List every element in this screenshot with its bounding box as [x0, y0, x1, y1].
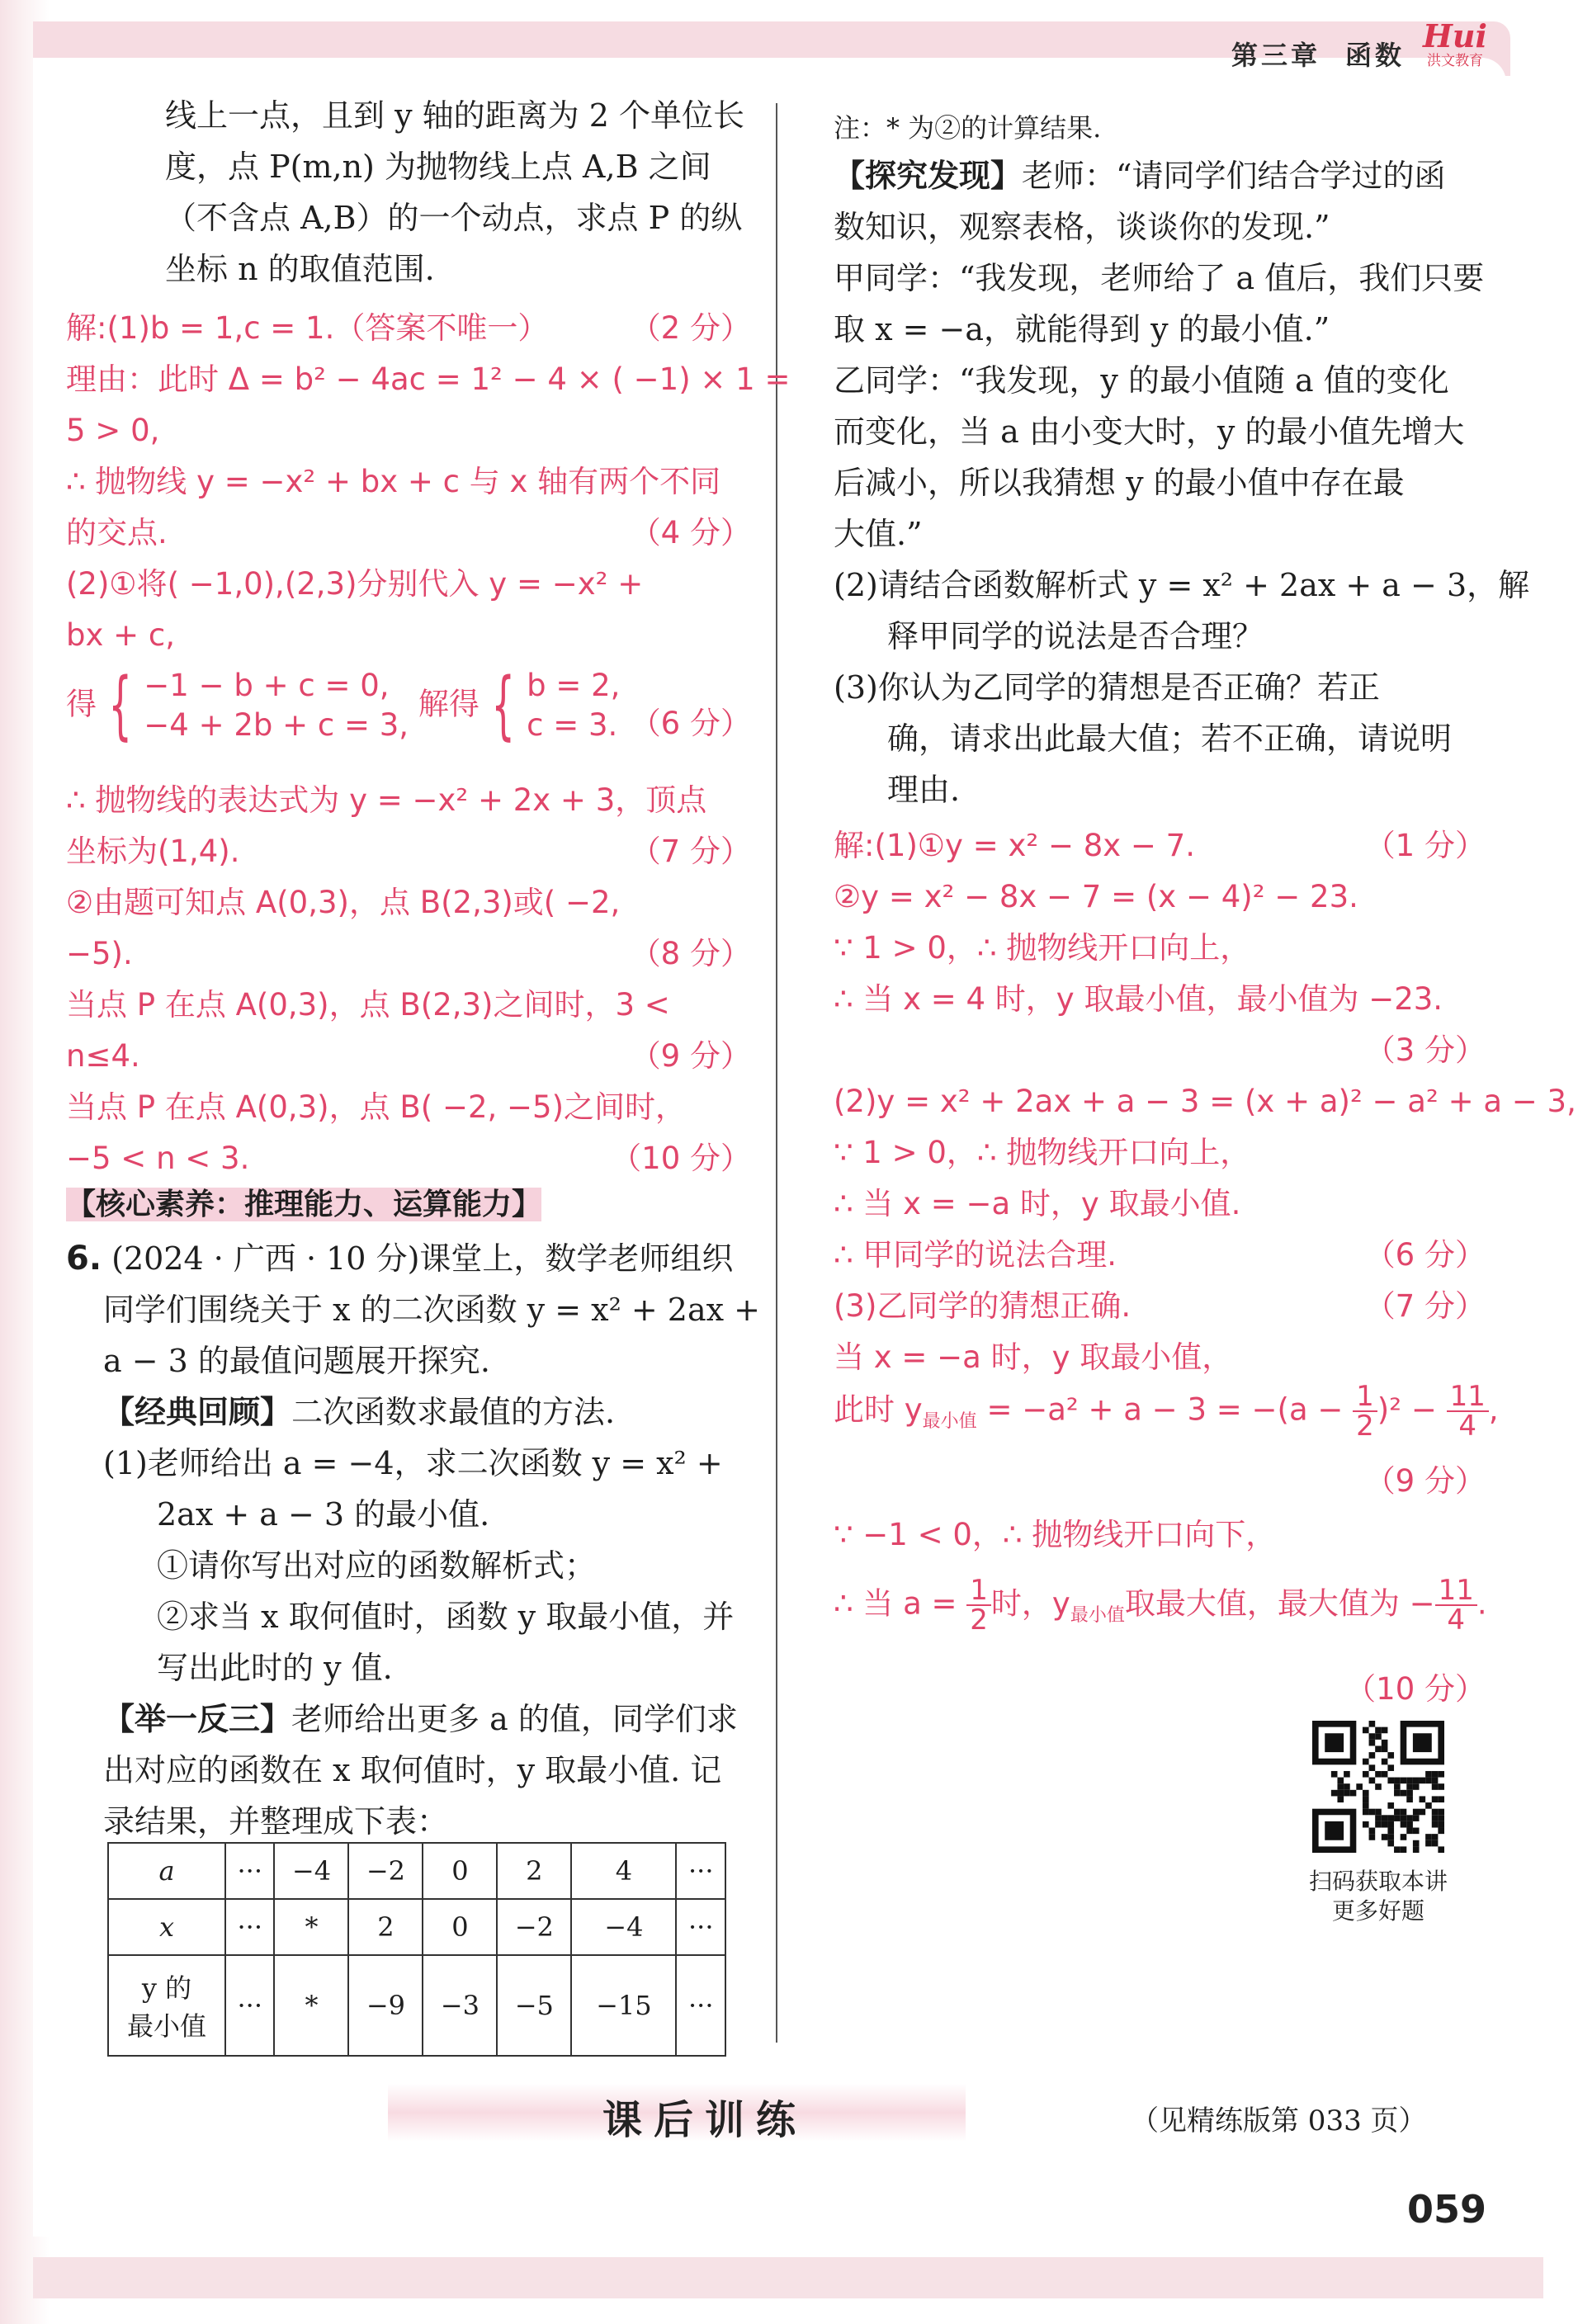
solution-line: −5 < n < 3. [66, 1141, 250, 1176]
table-cell: 0 [423, 1899, 497, 1955]
max-after: 取最大值，最大值为 − [1124, 1585, 1435, 1622]
solution-line: 解:(1)①y = x² − 8x − 7. [834, 828, 1195, 863]
table-cell: ··· [225, 1955, 274, 2056]
table-cell: ··· [225, 1843, 274, 1899]
part-2: 释甲同学的说法是否合理？ [887, 618, 1264, 654]
half-fraction: $\frac{1}{2}$ [1353, 1382, 1377, 1440]
score-label: （3 分） [1364, 1032, 1486, 1068]
max-mid: 时，y [990, 1585, 1070, 1622]
table-cell: 2 [497, 1843, 571, 1899]
solution-line: 的交点. [66, 515, 168, 550]
open-down-line: ∵ −1 < 0，∴ 抛物线开口向下， [834, 1517, 1277, 1552]
core-literacy-tag: 【核心素养：推理能力、运算能力】 [66, 1188, 542, 1221]
half-fraction: $\frac{1}{2}$ [966, 1576, 991, 1634]
system-results [527, 666, 620, 745]
explore-line: 大值.” [834, 516, 923, 552]
solution-line: 解:(1)b = 1,c = 1.（答案不唯一） [66, 310, 549, 346]
table-cell: 4 [571, 1843, 676, 1899]
score-label: （1 分） [1364, 828, 1486, 863]
solution-line: (2)①将( −1,0),(2,3)分别代入 y = −x² + [66, 566, 644, 602]
solution-line: ②由题可知点 A(0,3)，点 B(2,3)或( −2, [66, 885, 621, 920]
table-row [108, 1899, 725, 1955]
solution-line: ∴ 当 x = −a 时，y 取最小值. [834, 1186, 1241, 1221]
solution-line: ∵ 1 > 0，∴ 抛物线开口向上， [834, 930, 1251, 966]
solution-line: (3)乙同学的猜想正确. [834, 1288, 1132, 1324]
row-header: y 的 最小值 [108, 1955, 225, 2056]
solution-line: 当 x = −a 时，y 取最小值， [834, 1339, 1233, 1375]
classic-text: 二次函数求最值的方法. [291, 1394, 616, 1430]
equation-2: −4 + 2b + c = 3, [144, 707, 409, 743]
brand-logo-mark: Hui [1423, 17, 1487, 54]
explore-line: 乙同学：“我发现，y 的最小值随 a 值的变化 [834, 362, 1449, 399]
part-1-sub: 写出此时的 y 值. [157, 1650, 393, 1686]
left-brace-icon: { [491, 662, 515, 749]
part-1-sub: ②求当 x 取何值时，函数 y 取最小值，并 [157, 1599, 735, 1635]
max-pre: ∴ 当 a = [834, 1585, 967, 1622]
solution-line: −5). [66, 936, 133, 971]
solution-line: ∴ 甲同学的说法合理. [834, 1237, 1117, 1273]
solution-line: bx + c, [66, 617, 176, 653]
score-label: （9 分） [1364, 1463, 1486, 1499]
table-cell: ··· [225, 1899, 274, 1955]
intro-line: 度，点 P(m,n) 为抛物线上点 A,B 之间 [165, 149, 711, 185]
brand-logo [1406, 17, 1504, 78]
explore-line: 数知识，观察表格，谈谈你的发现.” [834, 209, 1330, 245]
part-3: (3)你认为乙同学的猜想是否正确？若正 [834, 669, 1380, 706]
explore-line: 甲同学：“我发现，老师给了 a 值后，我们只要 [834, 260, 1485, 296]
table-cell: ··· [676, 1899, 725, 1955]
qr-caption: 扫码获取本讲 更多好题 [1308, 1868, 1448, 1925]
table-cell: −4 [571, 1899, 676, 1955]
after-class-title: 课后训练 [602, 2097, 808, 2143]
eleven-quarters-fraction: $\frac{11}{4}$ [1435, 1576, 1477, 1634]
part-1-sub: ①请你写出对应的函数解析式； [157, 1547, 597, 1584]
table-row [108, 1843, 725, 1899]
solution-line: 理由：此时 Δ = b² − 4ac = 1² − 4 × ( −1) × 1 = [66, 361, 791, 397]
solution-line: 5 > 0, [66, 413, 160, 448]
table-cell: −5 [497, 1955, 571, 2056]
result-2: c = 3. [527, 707, 618, 743]
classic-tag: 【经典回顾】 [103, 1394, 292, 1430]
qr-code-icon[interactable] [1312, 1721, 1444, 1853]
part-3: 理由. [887, 772, 961, 808]
q6-line: 同学们围绕关于 x 的二次函数 y = x² + 2ax + [103, 1292, 760, 1328]
row-header: x [108, 1899, 225, 1955]
score-label: （10 分） [1345, 1671, 1486, 1707]
solution-line: ∴ 抛物线的表达式为 y = −x² + 2x + 3，顶点 [66, 782, 707, 818]
table-cell: * [274, 1955, 348, 2056]
max-end: . [1476, 1585, 1487, 1622]
data-table [107, 1842, 726, 2057]
practice-reference: （见精练版第 033 页） [1131, 2104, 1427, 2137]
score-label: （9 分） [630, 1038, 751, 1074]
part-3: 确，请求出此最大值；若不正确，请说明 [887, 720, 1453, 757]
ymin-expression [834, 1382, 1499, 1443]
solution-line: ∴ 当 x = 4 时，y 取最小值，最小值为 −23. [834, 981, 1443, 1017]
extension-line: 老师给出更多 a 的值，同学们求 [291, 1701, 738, 1737]
ymin-pre: 此时 y [834, 1391, 923, 1428]
max-expression [834, 1576, 1487, 1637]
system-equations [144, 666, 409, 745]
score-label: （7 分） [630, 834, 751, 869]
explore-line: 取 x = −a，就能得到 y 的最小值.” [834, 311, 1330, 347]
result-1: b = 2, [527, 668, 621, 703]
explore-line: 而变化，当 a 由小变大时，y 的最小值先增大 [834, 413, 1465, 450]
explore [834, 155, 1445, 196]
table-row [108, 1955, 725, 2056]
intro-line: （不含点 A,B）的一个动点，求点 P 的纵 [165, 200, 743, 236]
q6-line: a − 3 的最值问题展开探究. [103, 1343, 490, 1379]
table-note: 注：* 为②的计算结果. [834, 112, 1102, 144]
solution-line: n≤4. [66, 1038, 140, 1074]
table-cell: −3 [423, 1955, 497, 2056]
bottom-band [33, 2257, 1543, 2298]
explore-tag: 【探究发现】 [834, 158, 1023, 194]
ymin-end: , [1488, 1391, 1499, 1428]
solution-line: (2)y = x² + 2ax + a − 3 = (x + a)² − a² + a − 3, [834, 1084, 1576, 1119]
table-cell: −4 [274, 1843, 348, 1899]
intro-line: 线上一点，且到 y 轴的距离为 2 个单位长 [165, 97, 744, 134]
chapter-section: 函数 [1344, 40, 1405, 71]
system-mid: 解得 [418, 686, 480, 722]
score-label: （4 分） [630, 515, 751, 550]
extension-line: 出对应的函数在 x 取何值时，y 取最小值. 记 [103, 1752, 722, 1788]
solution-line: 坐标为(1,4). [66, 834, 240, 869]
chapter-title [1231, 35, 1405, 73]
row-header: a [108, 1843, 225, 1899]
page-number: 059 [1407, 2187, 1487, 2232]
eleven-quarters-fraction: $\frac{11}{4}$ [1447, 1382, 1489, 1440]
max-subscript: 最小值 [1070, 1604, 1125, 1626]
table-cell: −9 [348, 1955, 423, 2056]
left-brace-icon: { [108, 662, 132, 749]
extension [103, 1698, 738, 1740]
equation-1: −1 − b + c = 0, [144, 668, 390, 703]
solution-line: ∴ 抛物线 y = −x² + bx + c 与 x 轴有两个不同 [66, 464, 721, 499]
ymin-mid: = −a² + a − 3 = −(a − [976, 1391, 1354, 1428]
table-cell: 2 [348, 1899, 423, 1955]
intro-line: 坐标 n 的取值范围. [165, 251, 435, 287]
part-1: 2ax + a − 3 的最小值. [157, 1496, 490, 1533]
solution-line: 当点 P 在点 A(0,3)，点 B( −2, −5)之间时， [66, 1089, 687, 1125]
system-pre: 得 [66, 686, 97, 722]
table-cell: −2 [348, 1843, 423, 1899]
score-label: （10 分） [611, 1141, 751, 1176]
table-cell: ··· [676, 1843, 725, 1899]
classic-review [103, 1391, 615, 1433]
part-1: (1)老师给出 a = −4，求二次函数 y = x² + [103, 1445, 723, 1481]
solution-line: 当点 P 在点 A(0,3)，点 B(2,3)之间时，3 < [66, 987, 670, 1023]
explore-line: 后减小，所以我猜想 y 的最小值中存在最 [834, 465, 1405, 501]
score-label: （6 分） [1364, 1237, 1486, 1273]
solution-line: ∵ 1 > 0，∴ 抛物线开口向上， [834, 1135, 1251, 1170]
ymin-after: )² − [1377, 1391, 1447, 1428]
solution-line: ②y = x² − 8x − 7 = (x − 4)² − 23. [834, 879, 1358, 914]
table-cell: ··· [676, 1955, 725, 2056]
table-cell: 0 [423, 1843, 497, 1899]
explore-line: 老师：“请同学们结合学过的函 [1022, 158, 1446, 194]
ymin-subscript: 最小值 [922, 1410, 977, 1432]
question-6 [66, 1238, 733, 1279]
table-cell: −2 [497, 1899, 571, 1955]
extension-tag: 【举一反三】 [103, 1701, 292, 1737]
question-number: 6. [66, 1240, 102, 1278]
score-label: （8 分） [630, 936, 751, 971]
q6-line: (2024 · 广西 · 10 分)课堂上，数学老师组织 [111, 1240, 734, 1277]
table-cell: −15 [571, 1955, 676, 2056]
table-cell: * [274, 1899, 348, 1955]
extension-line: 录结果，并整理成下表： [103, 1803, 449, 1840]
score-label: （2 分） [630, 310, 751, 346]
brand-name: 洪文教育 [1427, 53, 1483, 69]
chapter-number: 第三章 [1231, 40, 1321, 71]
score-label: （6 分） [630, 706, 751, 741]
score-label: （7 分） [1364, 1288, 1486, 1324]
part-2: (2)请结合函数解析式 y = x² + 2ax + a − 3，解 [834, 567, 1530, 603]
